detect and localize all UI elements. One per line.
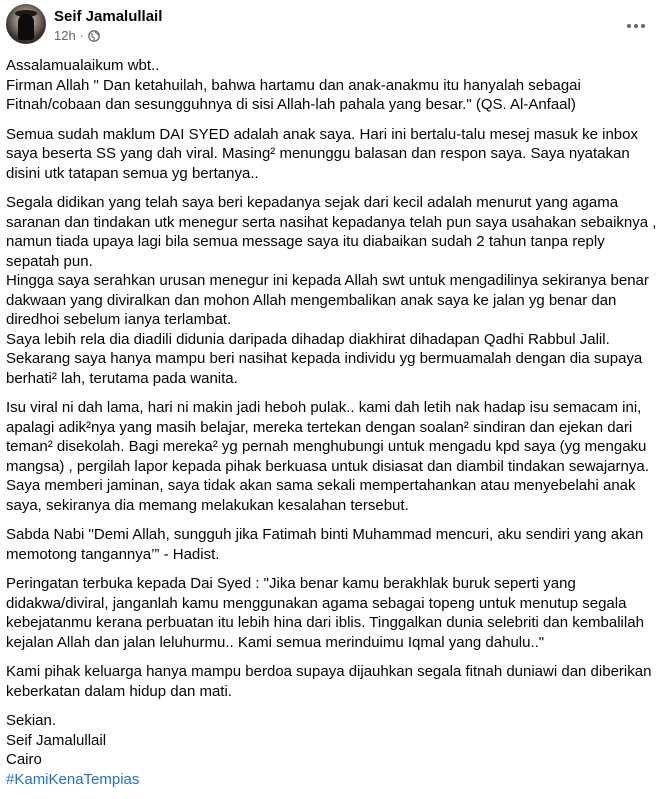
- post-paragraph-viral-issue: Isu viral ni dah lama, hari ni makin jadi heboh pulak.. kami dah letih nak hadap isu semacam ini, apalagi adik²nya yang masih belajar, mereka tertekan dengan soalan² sindiran dan ejekan dari teman² disekolah. Bagi mereka² yg pernah menghubungi untuk mengadu kpd saya (yg mengaku mangsa) , pergilah lapor kepada pihak berkuasa untuk disiasat dan diambil tindakan sewajarnya. Saya memberi jaminan, saya tidak akan sama sekali mempertahankan atau menyebelahi anak saya, sekiranya dia memang melakukan kesalahan tersebut.: [6, 399, 649, 514]
- more-options-button[interactable]: [624, 14, 648, 38]
- post-signature: Sekian. Seif Jamalullail Cairo: [6, 712, 107, 768]
- post-paragraph-intro: Semua sudah maklum DAI SYED adalah anak saya. Hari ini bertalu-talu mesej masuk ke inbox saya beserta SS yang dah viral. Masing² menunggu balasan dan respon saya. Saya nyatakan disini utk tatapan semua yg bertanya..: [6, 125, 638, 182]
- meta-separator: ·: [79, 28, 85, 43]
- more-options-icon: [627, 24, 645, 28]
- avatar-figure-shape: [18, 14, 34, 40]
- globe-icon[interactable]: [88, 30, 100, 42]
- post-body: [6, 56, 658, 799]
- post-time[interactable]: 12h: [54, 28, 76, 43]
- hashtag-link[interactable]: #KamiKenaTempias: [6, 770, 140, 788]
- post-closing: [6, 711, 658, 789]
- post-paragraph-upbringing: Segala didikan yang telah saya beri kepadanya sejak dari kecil adalah menurut yang agama saranan dan tindakan utk menegur serta nasihat kepadanya telah pun saya usahakan sebaiknya , namun tiada upaya lagi bila semua message saya itu diabaikan sudah 2 tahun tanpa reply sepatah pun. Hingga saya serahkan urusan menegur ini kepada Allah swt untuk mengadilinya sekiranya benar dakwaan yang diviralkan dan mohon Allah mengembalikan anak saya ke jalan yg benar dan diredhoi sebelum ianya terlambat. Saya lebih rela dia diadili didunia daripada dihadap diakhirat dihadapan Qadhi Rabbul Jalil. Sekarang saya hanya mampu beri nasihat kepada individu yg bermuamalah dengan dia supaya berhati² lah, terutama pada wanita.: [6, 194, 657, 387]
- post-paragraph-greeting: Assalamualaikum wbt.. Firman Allah " Dan ketahuilah, bahwa hartamu dan anak-anakmu itu hanyalah sebagai Fitnah/cobaan dan sesungguhnya di sisi Allah-lah pahala yang besar." (QS. Al-Anfaal): [6, 57, 581, 113]
- avatar[interactable]: [6, 4, 46, 44]
- post-paragraph-hadith: Sabda Nabi "Demi Allah, sungguh jika Fatimah binti Muhammad mencuri, aku sendiri yang akan memotong tangannya’” - Hadist.: [6, 526, 644, 563]
- post-paragraph-warning: Peringatan terbuka kepada Dai Syed : "Jika benar kamu berakhlak buruk seperti yang didakwa/diviral, janganlah kamu menggunakan agama sebagai topeng untuk menutup segala kebejatanmu kerana perbuatan itu lebih hina dari iblis. Tinggalkan dunia selebriti dan kembalilah kejalan Allah dan jalan leluhurmu.. Kami semua merinduimu Iqmal yang dahulu..": [6, 575, 644, 651]
- post-header: [0, 0, 669, 52]
- post-meta: [54, 28, 100, 44]
- author-name[interactable]: Seif Jamalullail: [54, 8, 163, 25]
- post-paragraph-prayer: Kami pihak keluarga hanya mampu berdoa supaya dijauhkan segala fitnah duniawi dan diberikan keberkatan dalam hidup dan mati.: [6, 663, 652, 700]
